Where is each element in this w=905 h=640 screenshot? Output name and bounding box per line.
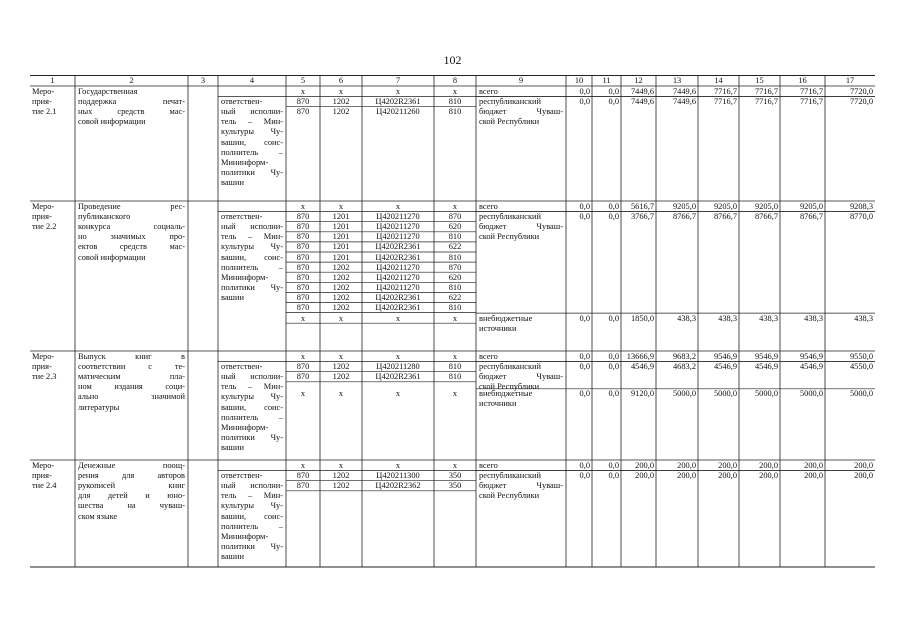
responsible-executor: ный исполни- [221, 107, 283, 117]
responsible-executor: Мининформ- [221, 422, 269, 432]
budget-code-cell: Ц420211270 [376, 262, 420, 272]
funding-value: 7716,7 [799, 87, 823, 96]
budget-code-cell: 810 [448, 232, 462, 242]
funding-source: источники [479, 323, 517, 333]
budget-code-cell: x [395, 313, 401, 323]
funding-value: 200,0 [635, 461, 654, 470]
funding-value: 0,0 [579, 461, 590, 470]
funding-value: 9550,0 [849, 352, 873, 361]
funding-value: 5616,7 [630, 202, 654, 211]
budget-code-cell: 810 [448, 372, 462, 382]
funding-value: 9546,9 [754, 352, 778, 361]
activity-label: Меро- [32, 352, 55, 361]
responsible-executor: ответствен- [221, 212, 263, 222]
funding-value: 8766,7 [799, 212, 823, 222]
budget-code-cell: 1201 [332, 242, 350, 252]
budget-code-cell: 620 [448, 222, 462, 232]
funding-value: 0,0 [608, 352, 619, 361]
budget-code-cell: 810 [448, 303, 462, 312]
responsible-executor: культуры Чу- [221, 127, 283, 137]
funding-value: 200,0 [854, 461, 873, 470]
budget-code-cell: 1202 [332, 303, 350, 312]
budget-code-cell: 622 [448, 292, 462, 302]
budget-code-cell: x [300, 87, 306, 96]
funding-value: 200,0 [677, 471, 696, 481]
activity-label: прия- [32, 471, 52, 481]
budget-code-cell: x [395, 389, 401, 399]
funding-value: 9120,0 [630, 389, 654, 399]
budget-code-cell: 1202 [332, 97, 350, 107]
responsible-executor: вашии, соис- [221, 511, 283, 521]
budget-code-cell: 870 [296, 372, 310, 382]
budget-code-cell: Ц420211270 [376, 222, 420, 232]
funding-value: 200,0 [804, 461, 823, 470]
responsible-executor: вашии, соис- [221, 402, 283, 412]
funding-value: 9205,0 [754, 202, 778, 211]
budget-code-cell: Ц4202R2361 [375, 252, 421, 262]
budget-code-cell: x [338, 202, 344, 211]
funding-source: всего [479, 202, 498, 211]
budget-code-cell: 870 [296, 282, 310, 292]
activity-label: тие 2.3 [32, 372, 57, 382]
budget-code-cell: 870 [296, 471, 310, 481]
budget-code-cell: 870 [296, 303, 310, 312]
funding-source: республиканский [479, 362, 541, 372]
budget-code-cell: 1202 [332, 272, 350, 282]
responsible-executor: политики Чу- [221, 541, 283, 551]
budget-code-cell: 870 [296, 212, 310, 222]
budget-code-cell: Ц420211260 [376, 107, 420, 117]
funding-value: 0,0 [579, 313, 590, 323]
funding-source: ской Республики [479, 232, 540, 242]
funding-value: 200,0 [854, 471, 873, 481]
budget-code-cell: x [338, 461, 344, 470]
header-cell-15: 15 [755, 76, 764, 85]
budget-code-cell: Ц4202R2361 [375, 372, 421, 382]
activity-label: прия- [32, 97, 52, 107]
budget-code-cell: 1202 [332, 282, 350, 292]
budget-code-cell: 1202 [332, 481, 350, 491]
budget-code-cell: 1201 [332, 222, 350, 232]
funding-value: 4546,9 [630, 362, 654, 372]
budget-code-cell: Ц4202R2361 [375, 303, 421, 312]
activity-name: ном издания соци- [78, 382, 185, 392]
budget-code-cell: 870 [296, 97, 310, 107]
budget-code-cell: 1202 [332, 262, 350, 272]
funding-value: 4546,9 [799, 362, 823, 372]
header-cell-13: 13 [672, 76, 682, 85]
budget-code-cell: x [452, 389, 458, 399]
budget-code-cell: Ц420211280 [376, 362, 420, 372]
funding-source: бюджет Чуваш- [479, 222, 563, 232]
funding-value: 7449,6 [672, 97, 696, 107]
budget-code-cell: 810 [448, 282, 462, 292]
funding-value: 9208,3 [849, 202, 873, 211]
funding-value: 7716,7 [799, 97, 823, 107]
funding-value: 4550,0 [849, 362, 873, 372]
responsible-executor: полнитель – [221, 147, 283, 157]
responsible-executor: ный исполни- [221, 222, 283, 232]
funding-value: 200,0 [759, 461, 778, 470]
header-cell-11: 11 [602, 76, 611, 85]
budget-code-cell: x [300, 313, 306, 323]
funding-value: 7716,7 [713, 87, 737, 96]
activity-name: ных средств мас- [78, 107, 185, 117]
header-cell-4: 4 [249, 76, 255, 85]
funding-value: 0,0 [579, 389, 590, 399]
responsible-executor: Мининформ- [221, 157, 269, 167]
funding-value: 3766,7 [630, 212, 654, 222]
funding-value: 8770,0 [849, 212, 873, 222]
funding-value: 0,0 [608, 389, 619, 399]
funding-value: 0,0 [579, 97, 590, 107]
budget-code-cell: Ц4202R2362 [375, 481, 421, 491]
responsible-executor: вашии, соис- [221, 252, 283, 262]
funding-value: 200,0 [804, 471, 823, 481]
funding-source: источники [479, 399, 517, 409]
activity-name: матическим пла- [78, 372, 185, 382]
funding-source: всего [479, 87, 498, 96]
budget-code-cell: x [338, 313, 344, 323]
funding-value: 4546,9 [754, 362, 778, 372]
funding-value: 438,3 [759, 313, 778, 323]
budget-code-cell: x [300, 352, 306, 361]
responsible-executor: вашии [221, 292, 244, 302]
budget-code-cell: x [300, 202, 306, 211]
header-cell-17: 17 [845, 76, 855, 85]
header-cell-7: 7 [395, 76, 401, 85]
budget-code-cell: x [338, 389, 344, 399]
budget-code-cell: 870 [296, 252, 310, 262]
budget-code-cell: 1201 [332, 252, 350, 262]
funding-value: 7449,6 [672, 87, 696, 96]
budget-code-cell: 870 [296, 272, 310, 282]
funding-value: 8766,7 [713, 212, 737, 222]
responsible-executor: тель – Мин- [221, 232, 283, 242]
funding-value: 0,0 [579, 352, 590, 361]
budget-table [30, 75, 875, 569]
budget-code-cell: 870 [296, 481, 310, 491]
funding-value: 0,0 [608, 362, 619, 372]
funding-value: 7716,7 [713, 97, 737, 107]
funding-value: 438,3 [718, 313, 737, 323]
funding-value: 7449,6 [630, 87, 654, 96]
funding-value: 0,0 [608, 461, 619, 470]
funding-source: внебюджетные [479, 389, 533, 399]
funding-value: 4546,9 [713, 362, 737, 372]
budget-code-cell: Ц420211270 [376, 212, 420, 222]
funding-value: 9205,0 [799, 202, 823, 211]
budget-code-cell: 622 [448, 242, 462, 252]
funding-value: 0,0 [608, 202, 619, 211]
budget-code-cell: 620 [448, 272, 462, 282]
funding-source: республиканский [479, 471, 541, 481]
budget-code-cell: 1202 [332, 292, 350, 302]
responsible-executor: культуры Чу- [221, 242, 283, 252]
budget-code-cell: 870 [296, 232, 310, 242]
activity-label: тие 2.1 [32, 107, 57, 117]
responsible-executor: ответствен- [221, 97, 263, 107]
activity-name: для детей и юно- [78, 491, 185, 501]
header-cell-10: 10 [574, 76, 584, 85]
funding-value: 0,0 [608, 87, 619, 96]
funding-value: 0,0 [608, 471, 619, 481]
funding-value: 5000,0 [672, 389, 696, 399]
budget-code-cell: 1201 [332, 232, 350, 242]
funding-value: 5000,0 [754, 389, 778, 399]
funding-value: 9205,0 [713, 202, 737, 211]
budget-code-cell: 810 [448, 252, 462, 262]
activity-name: совой информации [78, 252, 146, 262]
budget-code-cell: x [300, 389, 306, 399]
activity-label: прия- [32, 212, 52, 222]
funding-value: 7720,0 [849, 97, 873, 107]
activity-name: Государственная [78, 87, 138, 96]
funding-value: 7716,7 [754, 97, 778, 107]
funding-source: бюджет Чуваш- [479, 481, 563, 491]
budget-code-cell: Ц420211270 [376, 282, 420, 292]
header-cell-5: 5 [300, 76, 306, 85]
responsible-executor: ответствен- [221, 362, 263, 372]
budget-code-cell: x [452, 313, 458, 323]
funding-value: 200,0 [677, 461, 696, 470]
budget-code-cell: 870 [296, 107, 310, 117]
funding-source: бюджет Чуваш- [479, 372, 563, 382]
funding-value: 1850,0 [630, 313, 654, 323]
activity-label: тие 2.2 [32, 222, 57, 232]
activity-name: ском языке [78, 511, 118, 521]
funding-value: 0,0 [579, 87, 590, 96]
funding-value: 0,0 [608, 97, 619, 107]
funding-value: 8766,7 [672, 212, 696, 222]
header-cell-12: 12 [634, 76, 643, 85]
activity-name: Проведение рес- [78, 202, 185, 211]
activity-label: тие 2.4 [32, 481, 57, 491]
responsible-executor: политики Чу- [221, 167, 283, 177]
activity-name: Денежные поощ- [78, 461, 185, 470]
activity-name: поддержка печат- [78, 97, 185, 107]
funding-value: 5000,0 [799, 389, 823, 399]
funding-value: 0,0 [579, 471, 590, 481]
funding-source: республиканский [479, 212, 541, 222]
responsible-executor: ный исполни- [221, 481, 283, 491]
activity-name: конкурса социаль- [78, 222, 185, 232]
budget-code-cell: x [452, 87, 458, 96]
responsible-executor: полнитель – [221, 412, 283, 422]
budget-code-cell: x [395, 352, 401, 361]
budget-code-cell: x [395, 461, 401, 470]
funding-value: 7449,6 [630, 97, 654, 107]
funding-value: 200,0 [718, 461, 737, 470]
responsible-executor: ный исполни- [221, 372, 283, 382]
funding-value: 0,0 [608, 212, 619, 222]
header-cell-16: 16 [798, 76, 807, 85]
responsible-executor: политики Чу- [221, 282, 283, 292]
budget-code-cell: Ц420211270 [376, 272, 420, 282]
budget-code-cell: 810 [448, 362, 462, 372]
budget-code-cell: Ц4202R2361 [375, 292, 421, 302]
funding-value: 0,0 [579, 202, 590, 211]
budget-code-cell: x [452, 352, 458, 361]
budget-code-cell: 1202 [332, 362, 350, 372]
funding-value: 0,0 [579, 362, 590, 372]
funding-source: республиканский [479, 97, 541, 107]
activity-name: совой информации [78, 117, 146, 127]
budget-code-cell: 870 [296, 222, 310, 232]
budget-code-cell: 870 [448, 212, 462, 222]
funding-value: 0,0 [579, 212, 590, 222]
budget-code-cell: 350 [448, 471, 462, 481]
funding-source: ской Республики [479, 382, 540, 392]
responsible-executor: ответствен- [221, 471, 263, 481]
funding-source: ской Республики [479, 491, 540, 501]
responsible-executor: тель – Мин- [221, 117, 283, 127]
budget-code-cell: 810 [448, 107, 462, 117]
activity-name: ектов средств мас- [78, 242, 185, 252]
funding-value: 200,0 [759, 471, 778, 481]
funding-source: внебюджетные [479, 313, 533, 323]
budget-code-cell: Ц4202R2361 [375, 242, 421, 252]
budget-code-cell: 1202 [332, 372, 350, 382]
funding-source: ской Республики [479, 117, 540, 127]
funding-value: 5000,0 [713, 389, 737, 399]
page-number: 102 [443, 53, 462, 67]
activity-name: Выпуск книг в [78, 352, 185, 361]
funding-value: 0,0 [608, 313, 619, 323]
budget-code-cell: 1202 [332, 107, 350, 117]
funding-value: 9546,9 [799, 352, 823, 361]
responsible-executor: вашии [221, 551, 244, 561]
responsible-executor: культуры Чу- [221, 501, 283, 511]
header-cell-3: 3 [200, 76, 206, 85]
activity-name: рукописей книг [78, 481, 185, 491]
activity-label: Меро- [32, 461, 55, 470]
budget-code-cell: x [452, 461, 458, 470]
responsible-executor: Мининформ- [221, 272, 269, 282]
activity-label: Меро- [32, 202, 55, 211]
responsible-executor: вашии, соис- [221, 137, 283, 147]
budget-code-cell: Ц4202R2361 [375, 97, 421, 107]
budget-code-cell: 870 [296, 242, 310, 252]
budget-code-cell: Ц420211300 [376, 471, 420, 481]
budget-code-cell: x [395, 87, 401, 96]
budget-code-cell: x [300, 461, 306, 470]
activity-name: литературы [78, 402, 120, 412]
budget-code-cell: x [395, 202, 401, 211]
funding-value: 7720,0 [849, 87, 873, 96]
activity-label: Меро- [32, 87, 55, 96]
funding-value: 438,3 [804, 313, 823, 323]
funding-value: 13666,9 [626, 352, 654, 361]
budget-code-cell: 870 [296, 362, 310, 372]
budget-code-cell: 350 [448, 481, 462, 491]
funding-value: 8766,7 [754, 212, 778, 222]
responsible-executor: политики Чу- [221, 432, 283, 442]
responsible-executor: вашии [221, 442, 244, 452]
funding-value: 438,3 [854, 313, 873, 323]
header-cell-8: 8 [452, 76, 458, 85]
budget-code-cell: 810 [448, 97, 462, 107]
funding-value: 9205,0 [672, 202, 696, 211]
funding-source: всего [479, 461, 498, 470]
responsible-executor: полнитель – [221, 262, 283, 272]
responsible-executor: вашии [221, 177, 244, 187]
activity-name: публиканского [78, 212, 131, 222]
budget-code-cell: 870 [448, 262, 462, 272]
activity-name: но значимых про- [78, 232, 185, 242]
responsible-executor: культуры Чу- [221, 392, 283, 402]
header-cell-1: 1 [50, 76, 55, 85]
responsible-executor: тель – Мин- [221, 382, 283, 392]
funding-value: 4683,2 [672, 362, 696, 372]
budget-code-cell: 1202 [332, 471, 350, 481]
responsible-executor: тель – Мин- [221, 491, 283, 501]
funding-source: всего [479, 352, 498, 361]
budget-code-cell: x [338, 87, 344, 96]
funding-value: 7716,7 [754, 87, 778, 96]
budget-code-cell: Ц420211270 [376, 232, 420, 242]
header-cell-14: 14 [714, 76, 723, 85]
funding-value: 200,0 [635, 471, 654, 481]
funding-value: 9683,2 [672, 352, 696, 361]
funding-value: 438,3 [677, 313, 696, 323]
activity-name: шества на чуваш- [78, 501, 185, 511]
header-cell-2: 2 [129, 76, 134, 85]
budget-code-cell: 870 [296, 292, 310, 302]
funding-value: 9546,9 [713, 352, 737, 361]
budget-code-cell: x [338, 352, 344, 361]
funding-value: 5000,0 [849, 389, 873, 399]
budget-code-cell: x [452, 202, 458, 211]
activity-label: прия- [32, 362, 52, 372]
activity-name: ально значимой [78, 392, 185, 402]
header-cell-6: 6 [338, 76, 344, 85]
responsible-executor: Мининформ- [221, 531, 269, 541]
activity-name: рения для авторов [78, 471, 185, 481]
funding-source: бюджет Чуваш- [479, 107, 563, 117]
responsible-executor: полнитель – [221, 521, 283, 531]
funding-value: 200,0 [718, 471, 737, 481]
activity-name: соответствии с те- [78, 362, 185, 372]
budget-code-cell: 1201 [332, 212, 350, 222]
budget-code-cell: 870 [296, 262, 310, 272]
header-cell-9: 9 [518, 76, 524, 85]
